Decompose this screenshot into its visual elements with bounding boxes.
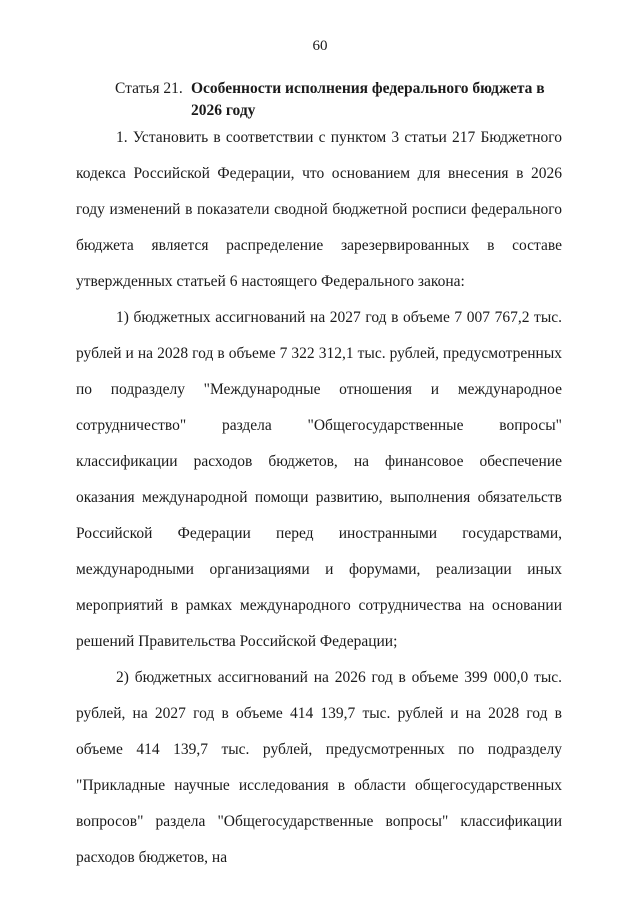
article-heading <box>115 78 575 122</box>
paragraph-subclause-1: 1) бюджетных ассигнований на 2027 год в объеме 7 007 767,2 тыс. рублей и на 2028 год в объеме 7 322 312,1 тыс. рублей, предусмотренных по подразделу "Международные отношения и международное сотрудничество" раздела "Общегосударственные вопросы" классификации расходов бюджетов, на финансовое обеспечение оказания международной помощи развитию, выполнения обязательств Российской Федерации перед иностранными государствами, международными организациями и форумами, реализации иных мероприятий в рамках международного сотрудничества на основании решений Правительства Российской Федерации; <box>76 309 562 650</box>
article-body <box>76 120 562 876</box>
article-label: Статья 21. <box>115 80 183 97</box>
paragraph-clause-1: 1. Установить в соответствии с пунктом 3 статьи 217 Бюджетного кодекса Российской Федерации, что основанием для внесения в 2026 году изменений в показатели сводной бюджетной росписи федерального бюджета является распределение зарезервированных в составе утвержденных статьей 6 настоящего Федерального закона: <box>76 129 562 290</box>
paragraph-subclause-2: 2) бюджетных ассигнований на 2026 год в объеме 399 000,0 тыс. рублей, на 2027 год в объеме 414 139,7 тыс. рублей и на 2028 год в объеме 414 139,7 тыс. рублей, предусмотренных по подразделу "Прикладные научные исследования в области общегосударственных вопросов" раздела "Общегосударственные вопросы" классификации расходов бюджетов, на <box>76 669 562 866</box>
page-number: 60 <box>312 38 328 54</box>
article-title: Особенности исполнения федерального бюджета в 2026 году <box>191 80 545 119</box>
